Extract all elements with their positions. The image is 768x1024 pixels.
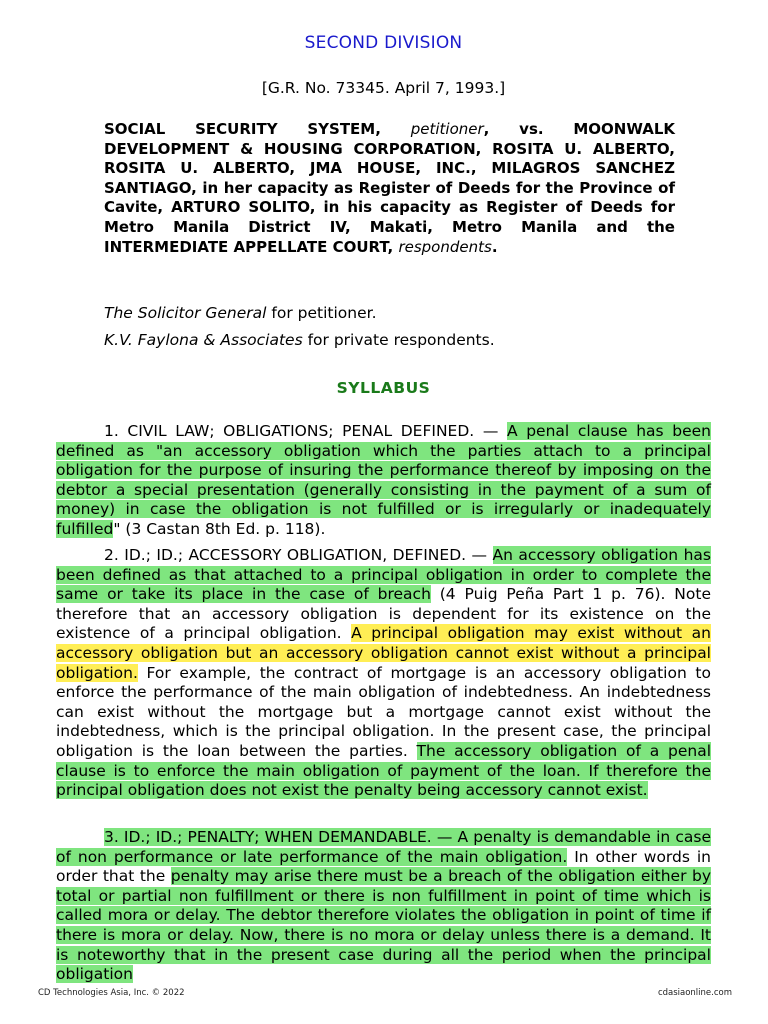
syllabus-paragraph-3 xyxy=(56,828,711,985)
syllabus-paragraph-1 xyxy=(56,422,711,540)
p1-lead: 1. CIVIL LAW; OBLIGATIONS; PENAL DEFINED. — xyxy=(104,422,507,440)
division-heading: SECOND DIVISION xyxy=(304,33,463,53)
p2-lead: 2. ID.; ID.; ACCESSORY OBLIGATION, DEFINED. — xyxy=(104,546,493,564)
footer-copyright: CD Technologies Asia, Inc. © 2022 xyxy=(38,988,185,998)
petitioner-role: petitioner xyxy=(410,120,484,138)
respondent-counsel-suffix: for private respondents. xyxy=(302,331,495,349)
versus: vs. xyxy=(519,120,544,138)
syllabus-heading: SYLLABUS xyxy=(336,379,431,397)
case-number: [G.R. No. 73345. April 7, 1993.] xyxy=(261,79,506,97)
respondents-names: MOONWALK DEVELOPMENT & HOUSING CORPORATION, ROSITA U. ALBERTO, ROSITA U. ALBERTO, JMA HOUSE, INC., MILAGROS SANCHEZ SANTIAGO, in her capacity as Register of Deeds for the Province of Cavite, ARTURO SOLITO, in his capacity as Register of Deeds for Metro Manila District IV, Makati, Metro Manila and the INTERMEDIATE APPELLATE COURT xyxy=(104,120,676,256)
respondents-role: respondents xyxy=(398,237,492,256)
respondent-counsel: K.V. Faylona & Associates xyxy=(104,331,303,349)
p2-highlight-green-2: The accessory obligation of a penal clause is to enforce the main obligation of payment of the loan. If therefore the principal obligation does not exist the penalty being accessory cannot exist. xyxy=(56,741,712,800)
p1-highlight-green: A penal clause has been defined as "an accessory obligation which the parties attach to a principal obligation for the purpose of insuring the performance thereof by imposing on the debtor a special presentation (generally consisting in the payment of a sum of money) in case the obligation is not fulfilled or is irregularly or inadequately fulfilled xyxy=(56,422,711,538)
case-parties: SOCIAL SECURITY SYSTEM, petitioner, vs. MOONWALK DEVELOPMENT & HOUSING CORPORATION, ROSITA U. ALBERTO, ROSITA U. ALBERTO, JMA HOUSE, INC., MILAGROS SANCHEZ SANTIAGO, in her capacity as Register of Deeds for the Province of Cavite, ARTURO SOLITO, in his capacity as Register of Deeds for Metro Manila District IV, Makati, Metro Manila and the INTERMEDIATE APPELLATE COURT, respondents. xyxy=(104,120,676,256)
p3-highlight-green-2: penalty may arise there must be a breach of the obligation either by total or partial non fulfillment or there is non fulfillment in point of time which is called mora or delay. The debtor therefore violates the obligation in point of time if there is mora or delay. Now, there is no mora or delay unless there is a demand. It is noteworthy that in the present case during all the period when the principal obligation xyxy=(56,867,711,984)
petitioner-name: SOCIAL SECURITY SYSTEM xyxy=(104,120,376,138)
footer-site: cdasiaonline.com xyxy=(657,988,732,998)
respondent-counsel-line xyxy=(104,331,684,349)
p1-tail: " (3 Castan 8th Ed. p. 118). xyxy=(113,519,326,538)
petitioner-counsel-line xyxy=(104,304,684,322)
p3-mid-1: In other words in order that the xyxy=(56,847,712,886)
p3-highlight-green-1: 3. ID.; ID.; PENALTY; WHEN DEMANDABLE. — A penalty is demandable in case of non performance or late performance of the main obligation. xyxy=(56,828,711,866)
petitioner-counsel-suffix: for petitioner. xyxy=(266,304,377,322)
p2-mid-2: For example, the contract of mortgage is an accessory obligation to enforce the performance of the main obligation of indebtedness. An indebtedness can exist without the mortgage but a mortgage cannot exist without the indebtedness, which is the principal obligation. In the present case, the principal obligation is the loan between the parties. xyxy=(56,663,711,760)
syllabus-paragraph-2 xyxy=(56,546,711,801)
p2-mid-1: (4 Puig Peña Part 1 p. 76). Note therefore that an accessory obligation is dependent for its existence on the existence of a principal obligation. xyxy=(56,585,711,643)
petitioner-counsel: The Solicitor General xyxy=(104,304,267,322)
p2-highlight-yellow: A principal obligation may exist without an accessory obligation but an accessory obligation cannot exist without a principal obligation. xyxy=(56,624,711,682)
p2-highlight-green-1: An accessory obligation has been defined as that attached to a principal obligation in order to complete the same or take its place in the case of breach xyxy=(56,546,711,604)
